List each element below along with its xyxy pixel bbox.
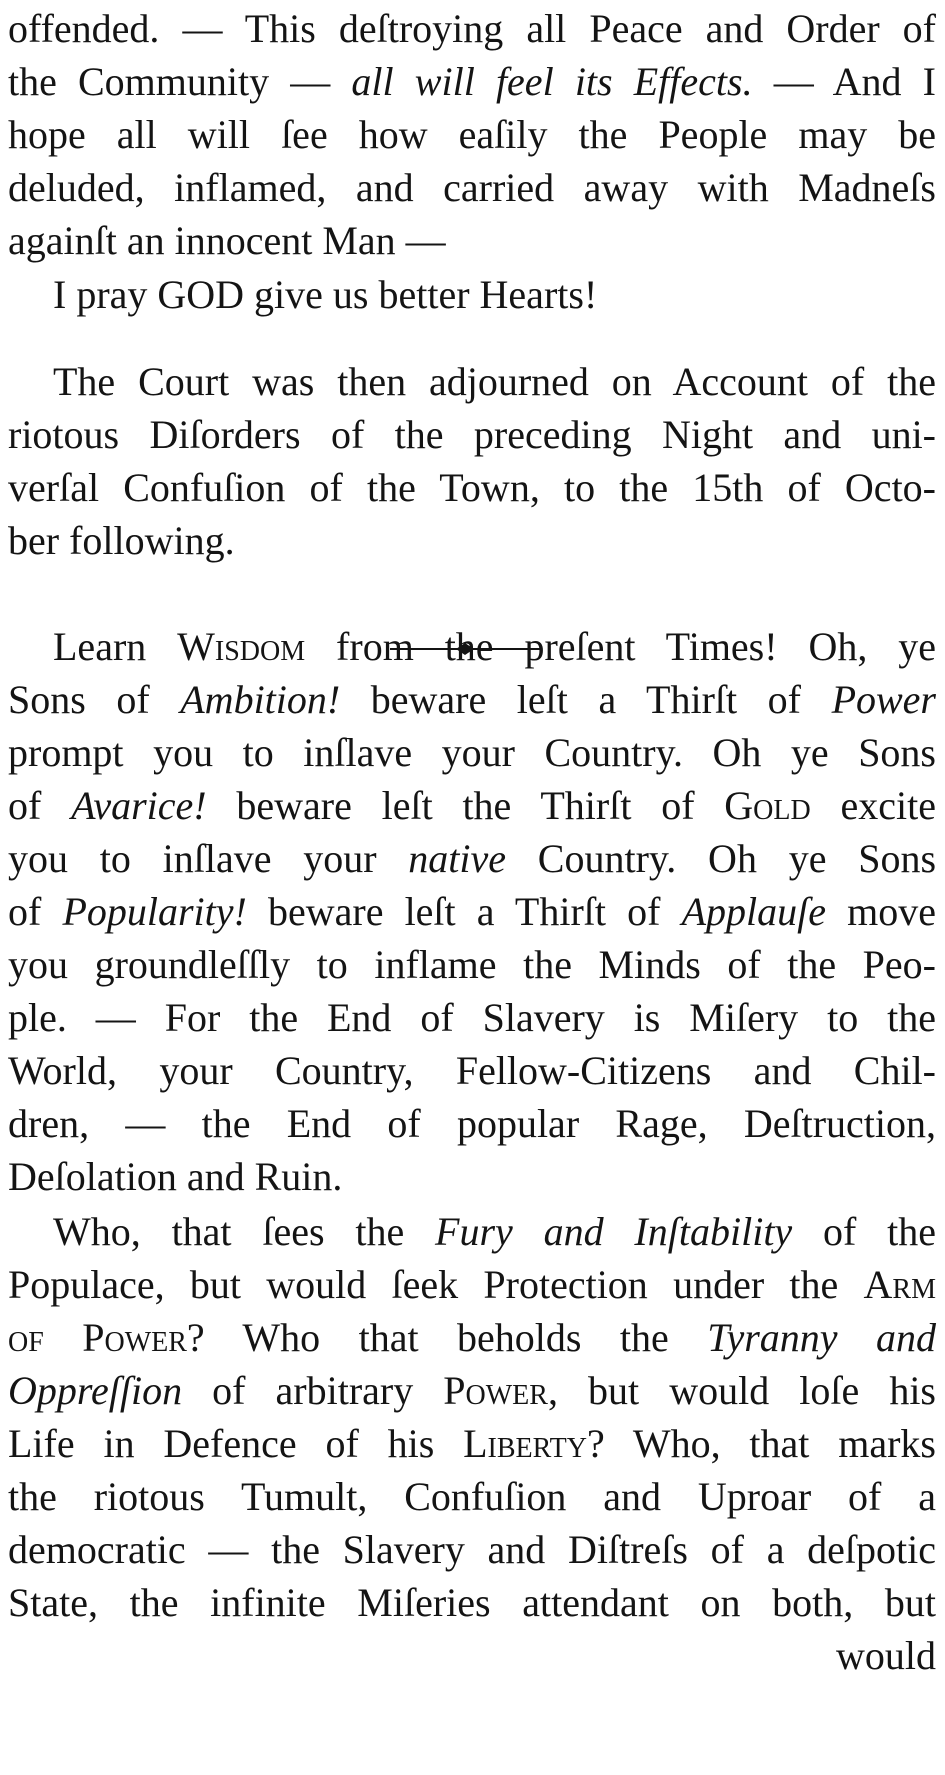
text-run: Who, that ſees the xyxy=(53,1209,436,1254)
text-line xyxy=(8,514,936,567)
italic-run: Oppreſſion xyxy=(8,1368,183,1413)
text-line xyxy=(8,461,936,514)
text-run: The Court was then adjourned on Account of the xyxy=(53,359,936,404)
text-run: of xyxy=(8,783,72,828)
small-caps-run: of Power xyxy=(8,1315,187,1360)
text-line xyxy=(8,55,936,108)
text-run: State, the infinite Miſeries attendant on both, but xyxy=(8,1580,936,1625)
text-line xyxy=(8,726,936,779)
italic-run: Fury and Inſtability xyxy=(435,1209,793,1254)
text-line xyxy=(8,2,936,55)
text-run: beware leſt a Thirſt of xyxy=(340,677,832,722)
text-run: ? Who that beholds the xyxy=(186,1315,708,1360)
text-run: beware leſt a Thirſt of xyxy=(246,889,682,934)
text-run: ple. — For the End of Slavery is Miſery to the xyxy=(8,995,936,1040)
italic-run: Power xyxy=(831,677,936,722)
text-line xyxy=(8,620,936,673)
text-run: prompt you to inſlave your Country. Oh ye Sons xyxy=(8,730,936,775)
paragraph-prayer xyxy=(8,268,936,321)
italic-run: Tyranny and xyxy=(707,1315,936,1360)
text-line xyxy=(8,108,936,161)
paragraph-who-that-sees xyxy=(8,1205,936,1682)
text-run: hope all will ſee how eaſily the People may be xyxy=(8,112,936,157)
text-line xyxy=(8,938,936,991)
text-run: ? Who, that marks xyxy=(586,1421,936,1466)
paragraph-learn-wisdom xyxy=(8,620,936,1203)
text-line xyxy=(8,1523,936,1576)
small-caps-run: Wisdom xyxy=(177,624,306,669)
text-run: of the xyxy=(792,1209,936,1254)
small-caps-run: Gold xyxy=(724,783,811,828)
text-run: Deſolation and Ruin. xyxy=(8,1154,343,1199)
italic-run: Applauſe xyxy=(681,889,826,934)
text-line xyxy=(8,1470,936,1523)
text-line xyxy=(8,832,936,885)
text-run: dren, — the End of popular Rage, Deſtruction, xyxy=(8,1101,936,1146)
text-run: Life in Defence of his xyxy=(8,1421,464,1466)
text-run: the Community — xyxy=(8,59,352,104)
text-line xyxy=(8,779,936,832)
small-caps-run: Liberty xyxy=(463,1421,587,1466)
text-run: , but would loſe his xyxy=(547,1368,937,1413)
italic-run: all will feel its Effects. xyxy=(351,59,753,104)
text-run: verſal Confuſion of the Town, to the 15th of Octo- xyxy=(8,465,936,510)
text-run: Learn xyxy=(53,624,178,669)
text-run: offended. — This deſtroying all Peace and Order of xyxy=(8,6,936,51)
text-run: move xyxy=(826,889,936,934)
text-line xyxy=(8,214,936,267)
text-line xyxy=(8,885,936,938)
text-line xyxy=(8,1044,936,1097)
text-run: you groundleſſly to inflame the Minds of the Peo- xyxy=(8,942,936,987)
small-caps-run: Power xyxy=(443,1368,548,1413)
text-run: would xyxy=(836,1633,936,1678)
italic-run: Popularity! xyxy=(62,889,247,934)
text-line xyxy=(8,408,936,461)
text-run: of arbitrary xyxy=(182,1368,444,1413)
italic-run: native xyxy=(408,836,507,881)
text-run: ber following. xyxy=(8,518,235,563)
small-caps-run: Arm xyxy=(863,1262,936,1307)
text-run: Populace, but would ſeek Protection under the xyxy=(8,1262,864,1307)
text-line xyxy=(8,1311,936,1364)
text-line xyxy=(8,1150,936,1203)
prayer-line: I pray GOD give us better Hearts! xyxy=(53,272,598,317)
italic-run: Ambition! xyxy=(180,677,341,722)
text-run: Sons of xyxy=(8,677,181,722)
text-run: riotous Diſorders of the preceding Night and uni- xyxy=(8,412,936,457)
text-line xyxy=(8,1097,936,1150)
text-line xyxy=(8,1258,936,1311)
text-run: Country. Oh ye Sons xyxy=(506,836,937,881)
text-run: you to inſlave your xyxy=(8,836,409,881)
text-run: from the preſent Times! Oh, ye xyxy=(305,624,936,669)
text-line xyxy=(8,161,936,214)
paragraph-offended xyxy=(8,2,936,267)
text-run: democratic — the Slavery and Diſtreſs of a deſpotic xyxy=(8,1527,936,1572)
paragraph-court-adjourned xyxy=(8,355,936,567)
text-run: the riotous Tumult, Confuſion and Uproar of a xyxy=(8,1474,936,1519)
text-line xyxy=(8,355,936,408)
text-run: deluded, inflamed, and carried away with Madneſs xyxy=(8,165,936,210)
text-run: excite xyxy=(810,783,936,828)
text-run: of xyxy=(8,889,63,934)
text-run: World, your Country, Fellow-Citizens and Chil- xyxy=(8,1048,936,1093)
text-line xyxy=(8,991,936,1044)
text-line xyxy=(8,1576,936,1629)
text-line xyxy=(8,1205,936,1258)
text-run: againſt an innocent Man — xyxy=(8,218,446,263)
text-line xyxy=(8,673,936,726)
text-run: — And I xyxy=(752,59,937,104)
text-line xyxy=(8,1629,936,1682)
italic-run: Avarice! xyxy=(71,783,207,828)
text-line xyxy=(8,1364,936,1417)
text-line xyxy=(8,1417,936,1470)
text-run: beware leſt the Thirſt of xyxy=(206,783,725,828)
